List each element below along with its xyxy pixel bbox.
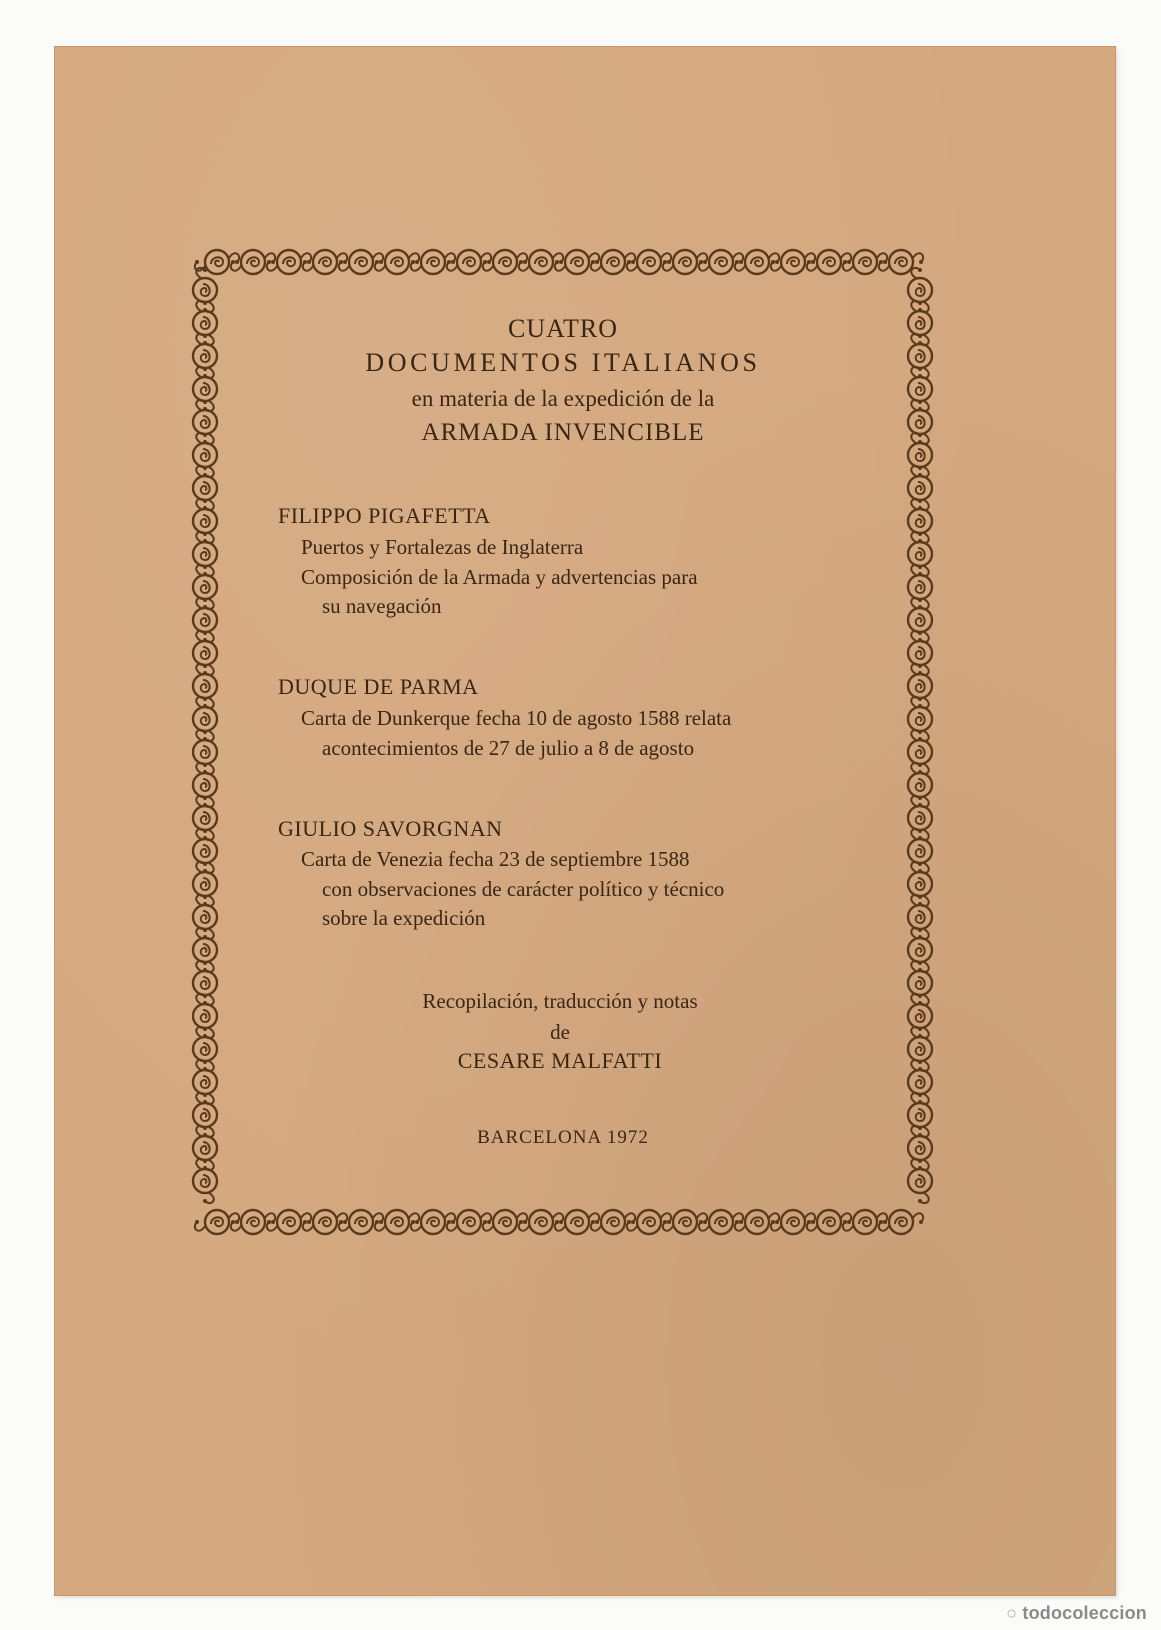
section-line: acontecimientos de 27 de julio a 8 de agosto xyxy=(322,736,695,760)
title-line-1: CUATRO xyxy=(507,314,619,343)
title-line-3: en materia de la expedición de la xyxy=(411,386,715,411)
border-top-band xyxy=(195,250,923,274)
credit-de: de xyxy=(550,1020,570,1044)
section-line: con observaciones de carácter político y técnico xyxy=(322,877,725,901)
title-line-4: ARMADA INVENCIBLE xyxy=(421,419,705,446)
border-bottom-band xyxy=(195,1210,923,1234)
credit-name: CESARE MALFATTI xyxy=(457,1048,663,1073)
section-author: GIULIO SAVORGNAN xyxy=(278,816,503,841)
section-author: DUQUE DE PARMA xyxy=(278,674,479,699)
watermark-logo-icon: ○ todocoleccion xyxy=(1006,1603,1147,1623)
section-line: su navegación xyxy=(322,594,442,618)
section-line: Puertos y Fortalezas de Inglaterra xyxy=(301,535,584,559)
title-line-2: DOCUMENTOS ITALIANOS xyxy=(365,348,761,377)
watermark-text: todocoleccion xyxy=(1022,1603,1147,1623)
section-line: Composición de la Armada y advertencias para xyxy=(301,565,698,589)
border-right-band xyxy=(908,268,932,1203)
section-line: Carta de Venezia fecha 23 de septiembre 1588 xyxy=(301,847,690,871)
credit-line: Recopilación, traducción y notas xyxy=(422,989,698,1013)
section-line: Carta de Dunkerque fecha 10 de agosto 1588 relata xyxy=(301,706,732,730)
imprint: BARCELONA 1972 xyxy=(477,1127,649,1148)
border-left-band xyxy=(193,268,217,1203)
section-author: FILIPPO PIGAFETTA xyxy=(278,503,491,528)
section-line: sobre la expedición xyxy=(322,906,486,930)
